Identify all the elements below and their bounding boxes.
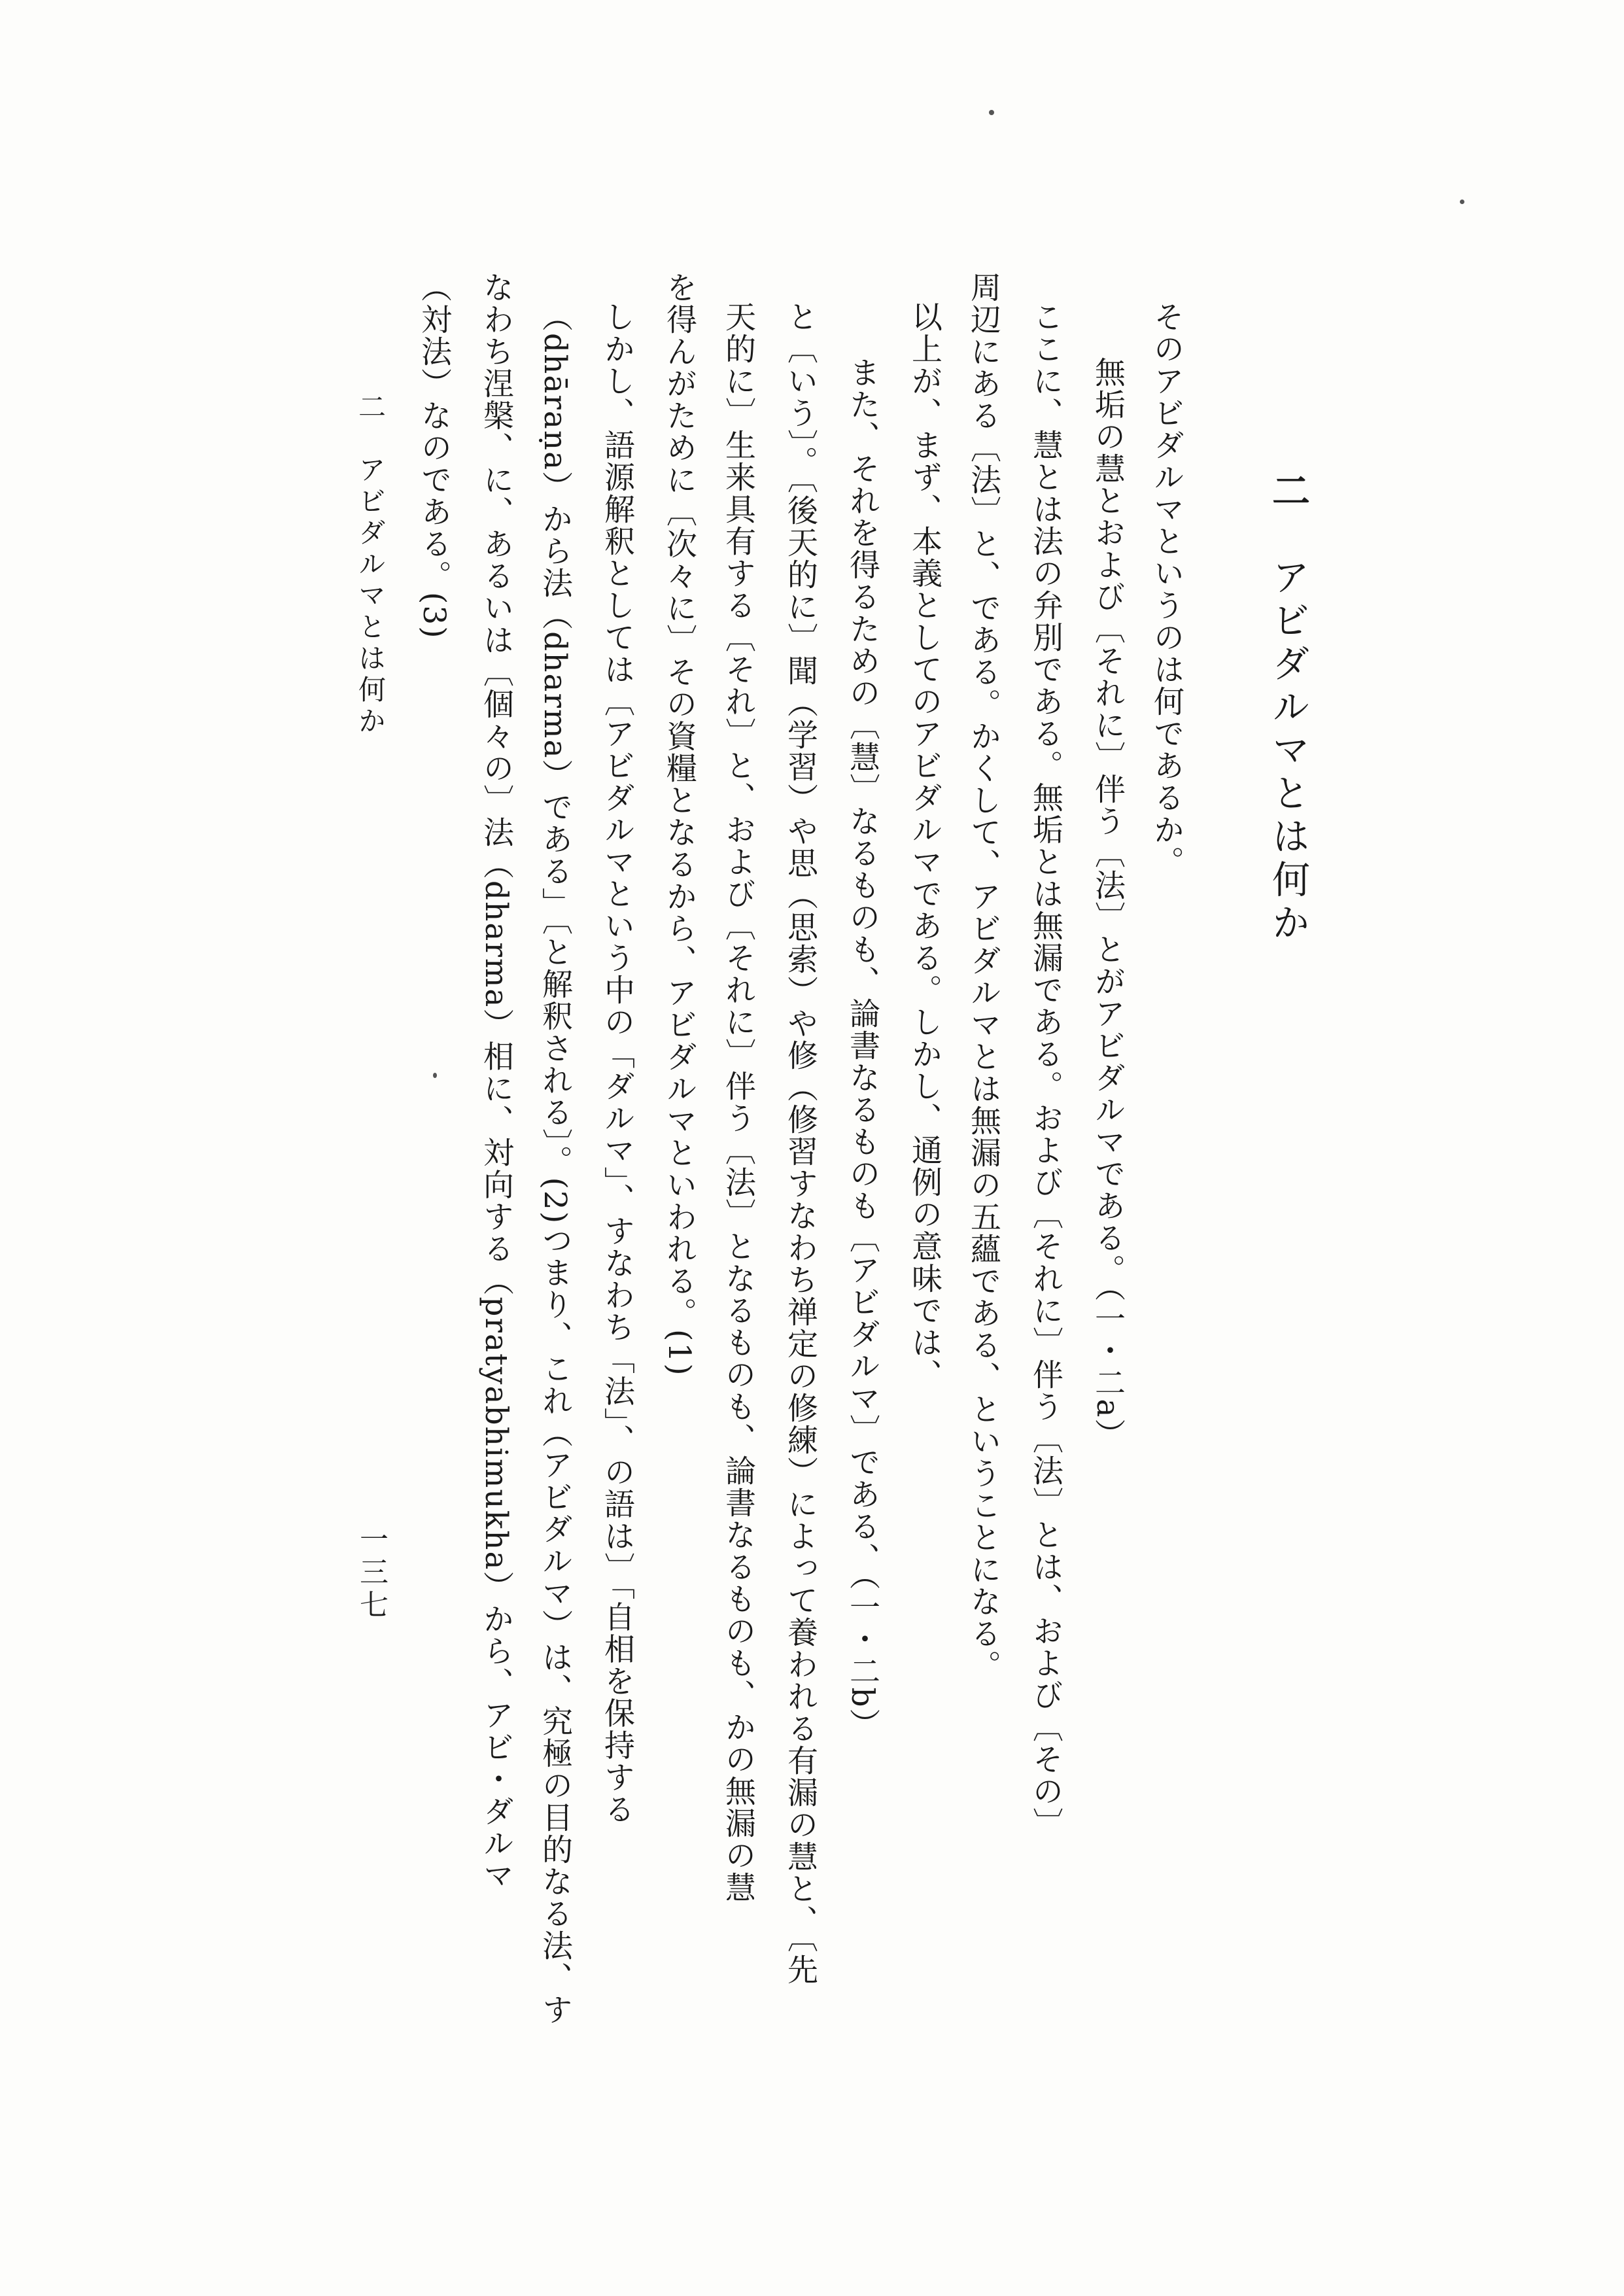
text-column-11: （dhāraṇa）から法（dharma）である」〔と解釈される〕。(2)つまり、これ（アビダルマ）は、究極の目的なる法、す <box>537 301 573 2026</box>
section-number: 二 <box>1266 471 1310 514</box>
text-column-8: 天的に〕生来具有する〔それ〕と、および〔それに〕伴う〔法〕となるものも、論書なるものも、かの無漏の慧 <box>720 301 756 1904</box>
text-column-3: ここに、慧とは法の弁別である。無垢とは無漏である。および〔それに〕伴う〔法〕とは、および〔その〕 <box>1028 301 1063 1839</box>
section-title: アビダルマとは何か <box>1266 557 1310 946</box>
text-column-2: 無垢の慧とおよび〔それに〕伴う〔法〕とがアビダルマである。（一・二a） <box>1090 357 1126 1451</box>
text-column-12: なわち涅槃、に、あるいは〔個々の〕法（dharma）相に、対向する（pratyabhimukha）から、アビ・ダルマ <box>478 271 514 1892</box>
text-column-7: と〔いう〕。〔後天的に〕聞（学習）や思（思索）や修（修習すなわち禅定の修練）によって養われる有漏の慧と、〔先 <box>782 301 818 1986</box>
text-column-5: 以上が、まず、本義としてのアビダルマである。しかし、通例の意味では、 <box>907 301 942 1391</box>
text-column-4: 周辺にある〔法〕と、である。かくして、アビダルマとは無漏の五蘊である、ということになる。 <box>965 271 1001 1682</box>
scan-speck <box>989 110 994 115</box>
section-heading <box>1266 471 1310 946</box>
text-column-6: また、それを得るための〔慧〕なるものも、論書なるものも〔アビダルマ〕である、（一・二b） <box>844 357 880 1741</box>
text-column-1: そのアビダルマというのは何であるか。 <box>1149 301 1184 878</box>
scan-speck <box>1460 200 1464 204</box>
text-column-10: しかし、語源解釈としては〔アビダルマという中の「ダルマ」、すなわち「法」、の語は〕「自相を保持する <box>599 301 635 1826</box>
text-column-13: （対法）なのである。(3) <box>416 271 452 640</box>
scan-speck <box>433 1073 437 1078</box>
text-column-9: を得んがために〔次々に〕その資糧となるから、アビダルマといわれる。(1) <box>661 271 697 1377</box>
page-number: 一三七 <box>354 1524 388 1622</box>
running-title: 二 アビダルマとは何か <box>354 392 387 738</box>
